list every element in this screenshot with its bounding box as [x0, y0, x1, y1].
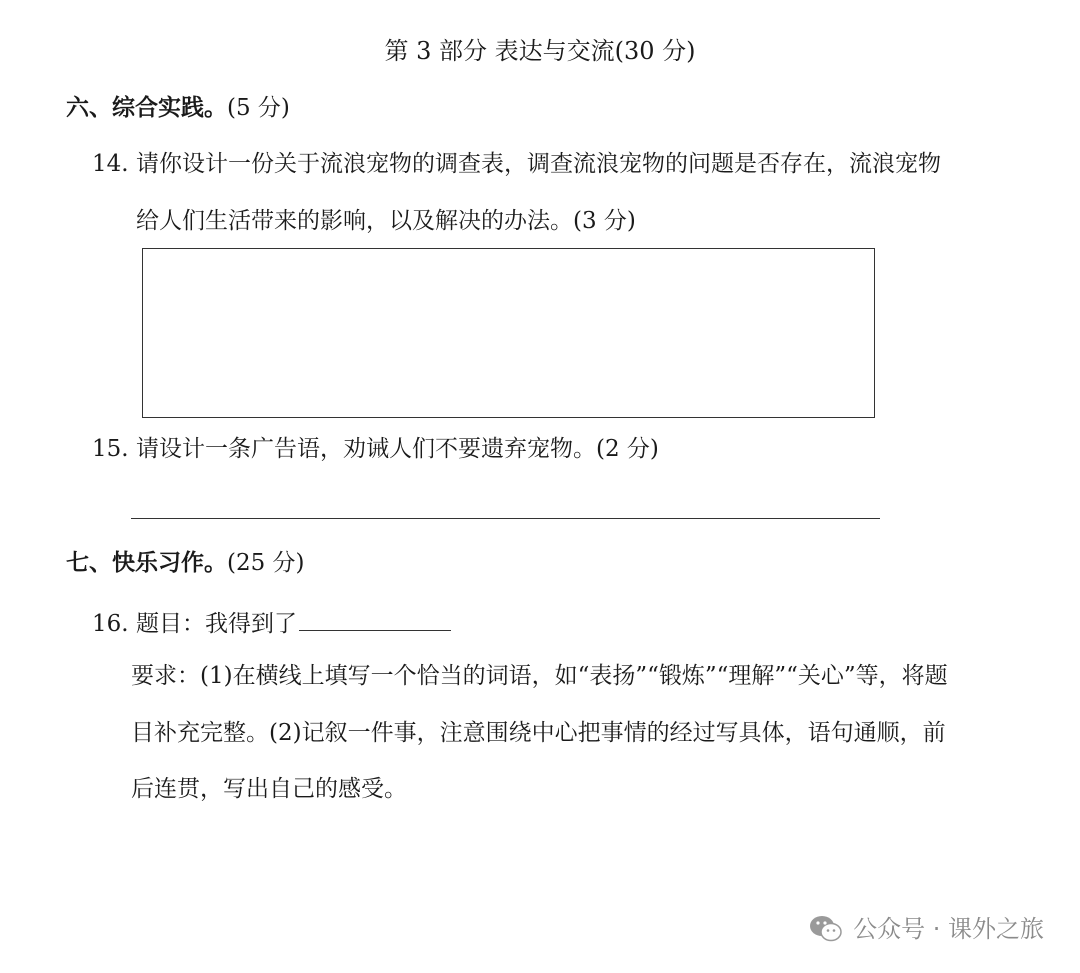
- requirements-line1: 要求：(1)在横线上填写一个恰当的词语，如“表扬”“锻炼”“理解”“关心”等，将题: [131, 663, 948, 689]
- question-14-text-line1: 请你设计一份关于流浪宠物的调查表，调查流浪宠物的问题是否存在，流浪宠物: [136, 151, 941, 177]
- section-six-points: (5 分): [227, 95, 290, 121]
- watermark: [809, 912, 1044, 946]
- section-six-heading: [66, 92, 290, 124]
- question-16-topic: 题目：我得到了: [136, 611, 297, 637]
- wechat-icon: [809, 914, 843, 944]
- question-16-number: 16.: [92, 611, 129, 637]
- page-title: 第 3 部分 表达与交流(30 分): [384, 37, 696, 65]
- question-16: [92, 604, 451, 640]
- requirements-line3: 后连贯，写出自己的感受。: [131, 776, 407, 802]
- slogan-answer-line[interactable]: [131, 518, 880, 519]
- question-14-line1: [92, 148, 941, 180]
- section-seven-points: (25 分): [227, 550, 305, 576]
- section-seven-heading: [66, 547, 305, 579]
- requirements-line2: 目补充完整。(2)记叙一件事，注意围绕中心把事情的经过写具体，语句通顺，前: [131, 720, 946, 746]
- question-15: [92, 433, 659, 465]
- section-seven-title: 七、快乐习作。: [66, 550, 227, 576]
- watermark-text: 公众号 · 课外之旅: [853, 915, 1044, 943]
- question-15-text: 请设计一条广告语，劝诫人们不要遗弃宠物。(2 分): [136, 436, 659, 462]
- section-six-title: 六、综合实践。: [66, 95, 227, 121]
- topic-blank-line[interactable]: [299, 604, 451, 631]
- question-14-text-line2: 给人们生活带来的影响，以及解决的办法。(3 分): [136, 208, 636, 234]
- survey-answer-box[interactable]: [142, 248, 875, 418]
- question-15-number: 15.: [92, 436, 129, 462]
- question-14-number: 14.: [92, 151, 129, 177]
